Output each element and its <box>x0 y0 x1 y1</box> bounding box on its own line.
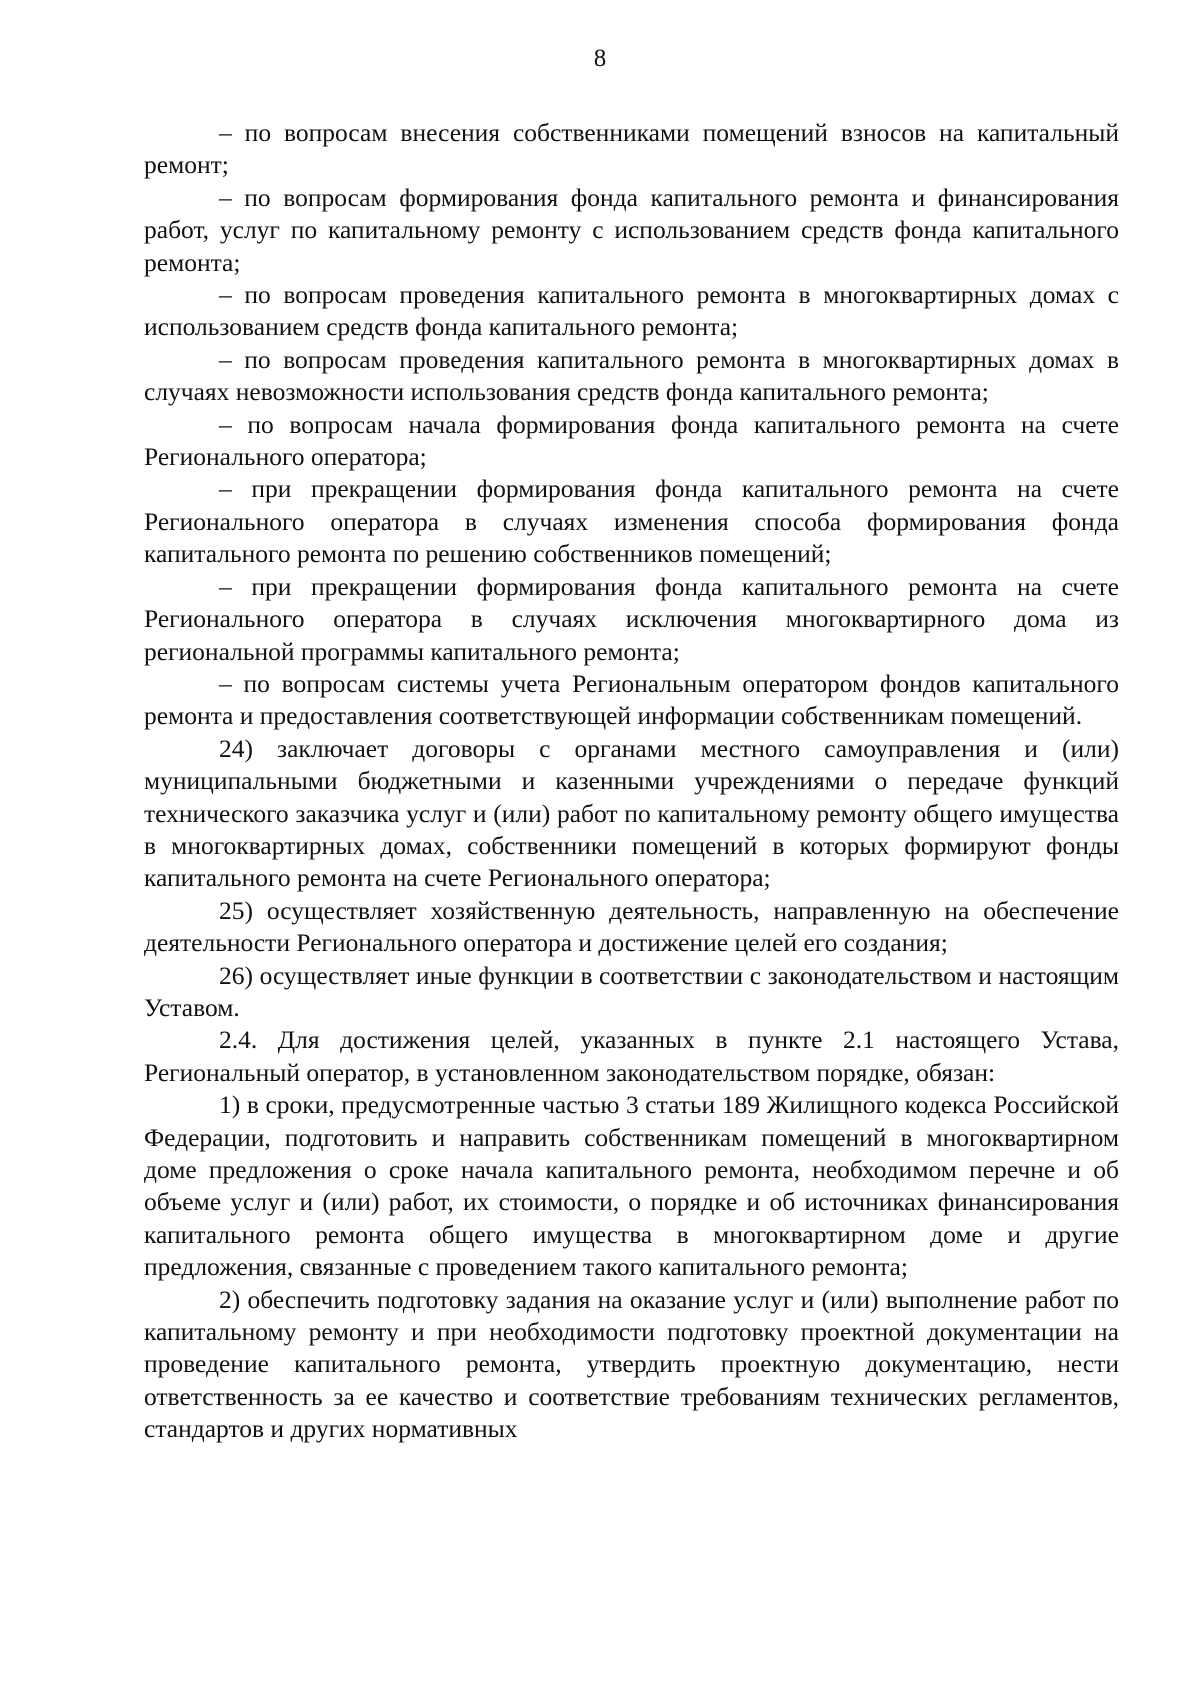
page-number: 8 <box>593 45 607 72</box>
document-body <box>144 117 1119 1446</box>
paragraph-item-24: 24) заключает договоры с органами местного самоуправления и (или) муниципальными бюджетными и казенными учреждениями о передаче функций технического заказчика услуг и (или) работ по капитальному ремонту общего имущества в многоквартирных домах, собственники помещений в которых формируют фонды капитального ремонта на счете Регионального оператора; <box>144 733 1119 893</box>
paragraph-item-25: 25) осуществляет хозяйственную деятельность, направленную на обеспечение деятельности Регионального оператора и достижение целей его создания; <box>144 895 1119 958</box>
paragraph-repair-with-fund: – по вопросам проведения капитального ремонта в многоквартирных домах с использованием средств фонда капитального ремонта; <box>144 280 1119 342</box>
paragraph-fund-formation: – по вопросам формирования фонда капитального ремонта и финансирования работ, услуг по капитальному ремонту с использованием средств фонда капитального ремонта; <box>144 182 1119 277</box>
paragraph-item-26: 26) осуществляет иные функции в соответствии с законодательством и настоящим Уставом. <box>144 960 1119 1022</box>
paragraph-obligation-2: 2) обеспечить подготовку задания на оказание услуг и (или) выполнение работ по капитальному ремонту и при необходимости подготовку проектной документации на проведение капитального ремонта, утвердить проектную документацию, нести ответственность за ее качество и соответствие требованиям технических регламентов, стандартов и других нормативных <box>144 1284 1119 1444</box>
paragraph-section-2-4: 2.4. Для достижения целей, указанных в пункте 2.1 настоящего Устава, Региональный оператор, в установленном законодательством порядке, обязан: <box>144 1025 1119 1087</box>
paragraph-repair-without-fund: – по вопросам проведения капитального ремонта в многоквартирных домах в случаях невозможности использования средств фонда капитального ремонта; <box>144 344 1119 407</box>
paragraph-accounting-system: – по вопросам системы учета Региональным оператором фондов капитального ремонта и предоставления соответствующей информации собственникам помещений. <box>144 668 1119 731</box>
paragraph-termination-method-change: – при прекращении формирования фонда капитального ремонта на счете Регионального оператора в случаях изменения способа формирования фонда капитального ремонта по решению собственников помещений; <box>144 474 1119 569</box>
paragraph-fund-start: – по вопросам начала формирования фонда капитального ремонта на счете Регионального оператора; <box>144 409 1119 472</box>
paragraph-obligation-1: 1) в сроки, предусмотренные частью 3 статьи 189 Жилищного кодекса Российской Федерации, подготовить и направить собственникам помещений в многоквартирном доме предложения о сроке начала капитального ремонта, необходимом перечне и об объеме услуг и (или) работ, их стоимости, о порядке и об источниках финансирования капитального ремонта общего имущества в многоквартирном доме и другие предложения, связанные с проведением такого капитального ремонта; <box>144 1090 1119 1282</box>
paragraph-termination-exclusion: – при прекращении формирования фонда капитального ремонта на счете Регионального оператора в случаях исключения многоквартирного дома из региональной программы капитального ремонта; <box>144 571 1119 666</box>
paragraph-contributions: – по вопросам внесения собственниками помещений взносов на капитальный ремонт; <box>144 118 1119 180</box>
